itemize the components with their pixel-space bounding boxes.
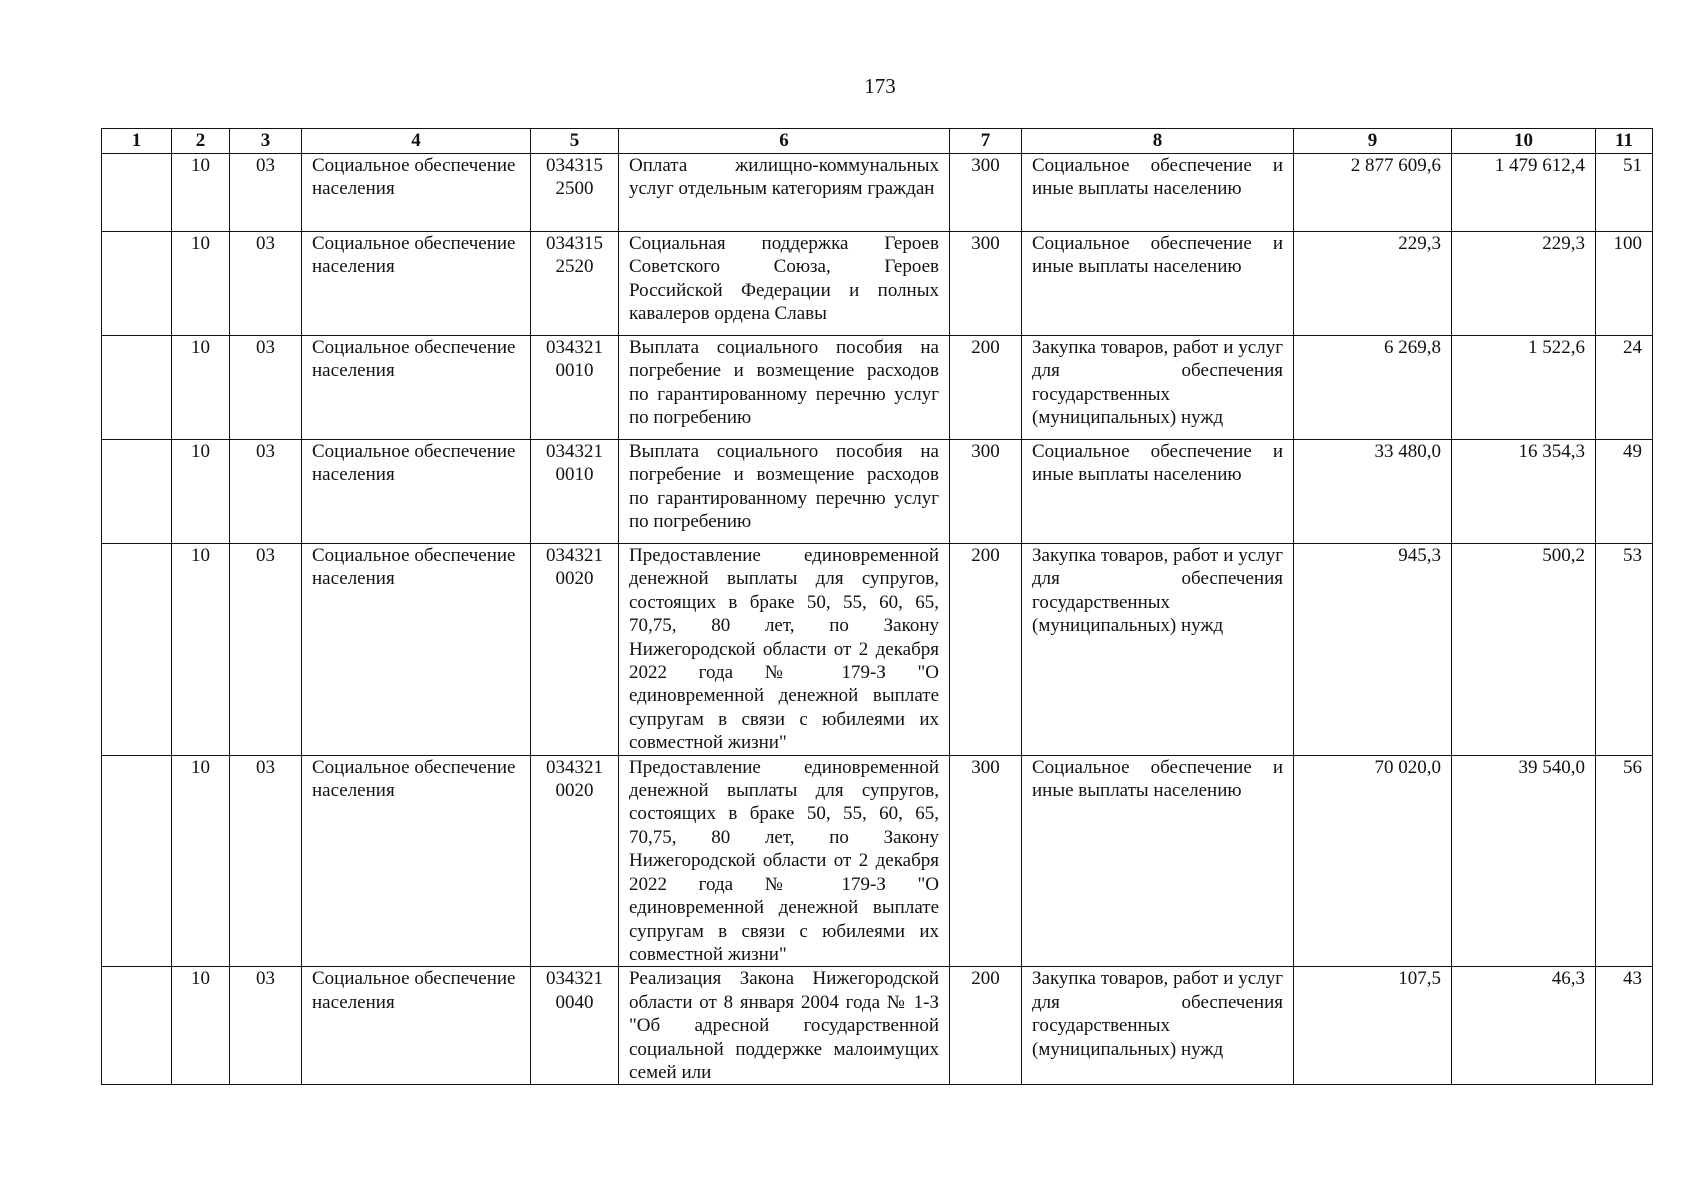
page-number: 173 [864, 74, 896, 98]
subsection-name-cell: Социальное обеспечение населения [302, 440, 531, 544]
percent-cell: 56 [1596, 755, 1653, 967]
table-row [102, 967, 1653, 1085]
expense-type-cell: 300 [950, 154, 1022, 232]
target-code-cell: 034321 0020 [531, 544, 619, 756]
actual-amount-cell: 1 522,6 [1452, 336, 1596, 440]
description-cell: Предоставление единовременной денежной выплаты для супругов, состоящих в браке 50, 55, 60, 65, 70,75, 80 лет, по Закону Нижегородской области от 2 декабря 2022 года № 179-З "О единовременной денежной выплате супругам в связи с юбилеями их совместной жизни" [619, 755, 950, 967]
description-cell: Реализация Закона Нижегородской области от 8 января 2004 года № 1-З "Об адресной государственной социальной поддержке малоимущих семей или [619, 967, 950, 1085]
column-header: 2 [172, 129, 230, 154]
column-header: 11 [1596, 129, 1653, 154]
percent-cell: 100 [1596, 232, 1653, 336]
target-code-cell: 034321 0010 [531, 440, 619, 544]
actual-amount-cell: 500,2 [1452, 544, 1596, 756]
expense-type-name-cell: Социальное обеспечение и иные выплаты населению [1022, 232, 1294, 336]
column-header: 8 [1022, 129, 1294, 154]
header-row [102, 129, 1653, 154]
plan-amount-cell: 33 480,0 [1294, 440, 1452, 544]
percent-cell: 53 [1596, 544, 1653, 756]
actual-amount-cell: 46,3 [1452, 967, 1596, 1085]
plan-amount-cell: 2 877 609,6 [1294, 154, 1452, 232]
actual-amount-cell: 16 354,3 [1452, 440, 1596, 544]
subsection-cell: 03 [230, 336, 302, 440]
row-number-cell [102, 232, 172, 336]
row-number-cell [102, 336, 172, 440]
plan-amount-cell: 107,5 [1294, 967, 1452, 1085]
plan-amount-cell: 70 020,0 [1294, 755, 1452, 967]
subsection-cell: 03 [230, 232, 302, 336]
column-header: 1 [102, 129, 172, 154]
actual-amount-cell: 229,3 [1452, 232, 1596, 336]
table-row [102, 755, 1653, 967]
subsection-cell: 03 [230, 154, 302, 232]
target-code-cell: 034315 2500 [531, 154, 619, 232]
plan-amount-cell: 945,3 [1294, 544, 1452, 756]
expense-type-name-cell: Закупка товаров, работ и услуг для обеспечения государственных (муниципальных) нужд [1022, 336, 1294, 440]
expense-type-cell: 200 [950, 544, 1022, 756]
subsection-name-cell: Социальное обеспечение населения [302, 544, 531, 756]
table-row [102, 336, 1653, 440]
section-cell: 10 [172, 544, 230, 756]
section-cell: 10 [172, 440, 230, 544]
table-row [102, 232, 1653, 336]
expense-type-name-cell: Социальное обеспечение и иные выплаты населению [1022, 440, 1294, 544]
target-code-cell: 034321 0010 [531, 336, 619, 440]
subsection-cell: 03 [230, 544, 302, 756]
expense-type-name-cell: Закупка товаров, работ и услуг для обеспечения государственных (муниципальных) нужд [1022, 544, 1294, 756]
target-code-cell: 034315 2520 [531, 232, 619, 336]
section-cell: 10 [172, 232, 230, 336]
column-header: 6 [619, 129, 950, 154]
subsection-name-cell: Социальное обеспечение населения [302, 755, 531, 967]
subsection-name-cell: Социальное обеспечение населения [302, 232, 531, 336]
section-cell: 10 [172, 755, 230, 967]
expense-type-name-cell: Социальное обеспечение и иные выплаты населению [1022, 154, 1294, 232]
row-number-cell [102, 755, 172, 967]
column-header: 3 [230, 129, 302, 154]
description-cell: Оплата жилищно-коммунальных услуг отдельным категориям граждан [619, 154, 950, 232]
description-cell: Выплата социального пособия на погребение и возмещение расходов по гарантированному перечню услуг по погребению [619, 336, 950, 440]
plan-amount-cell: 229,3 [1294, 232, 1452, 336]
column-header: 4 [302, 129, 531, 154]
expense-type-cell: 200 [950, 336, 1022, 440]
percent-cell: 24 [1596, 336, 1653, 440]
table-row [102, 544, 1653, 756]
subsection-cell: 03 [230, 440, 302, 544]
target-code-cell: 034321 0040 [531, 967, 619, 1085]
subsection-cell: 03 [230, 755, 302, 967]
budget-table [101, 128, 1653, 1085]
description-cell: Выплата социального пособия на погребение и возмещение расходов по гарантированному перечню услуг по погребению [619, 440, 950, 544]
section-cell: 10 [172, 967, 230, 1085]
row-number-cell [102, 967, 172, 1085]
expense-type-cell: 300 [950, 755, 1022, 967]
subsection-name-cell: Социальное обеспечение населения [302, 154, 531, 232]
section-cell: 10 [172, 336, 230, 440]
target-code-cell: 034321 0020 [531, 755, 619, 967]
actual-amount-cell: 1 479 612,4 [1452, 154, 1596, 232]
section-cell: 10 [172, 154, 230, 232]
table-row [102, 440, 1653, 544]
percent-cell: 51 [1596, 154, 1653, 232]
description-cell: Предоставление единовременной денежной выплаты для супругов, состоящих в браке 50, 55, 60, 65, 70,75, 80 лет, по Закону Нижегородской области от 2 декабря 2022 года № 179-З "О единовременной денежной выплате супругам в связи с юбилеями их совместной жизни" [619, 544, 950, 756]
actual-amount-cell: 39 540,0 [1452, 755, 1596, 967]
table-row [102, 154, 1653, 232]
subsection-name-cell: Социальное обеспечение населения [302, 967, 531, 1085]
expense-type-cell: 300 [950, 232, 1022, 336]
expense-type-name-cell: Социальное обеспечение и иные выплаты населению [1022, 755, 1294, 967]
subsection-cell: 03 [230, 967, 302, 1085]
row-number-cell [102, 440, 172, 544]
column-header: 5 [531, 129, 619, 154]
expense-type-name-cell: Закупка товаров, работ и услуг для обеспечения государственных (муниципальных) нужд [1022, 967, 1294, 1085]
description-cell: Социальная поддержка Героев Советского Союза, Героев Российской Федерации и полных кавалеров ордена Славы [619, 232, 950, 336]
subsection-name-cell: Социальное обеспечение населения [302, 336, 531, 440]
column-header: 7 [950, 129, 1022, 154]
percent-cell: 49 [1596, 440, 1653, 544]
expense-type-cell: 200 [950, 967, 1022, 1085]
column-header: 10 [1452, 129, 1596, 154]
expense-type-cell: 300 [950, 440, 1022, 544]
row-number-cell [102, 544, 172, 756]
percent-cell: 43 [1596, 967, 1653, 1085]
row-number-cell [102, 154, 172, 232]
plan-amount-cell: 6 269,8 [1294, 336, 1452, 440]
column-header: 9 [1294, 129, 1452, 154]
